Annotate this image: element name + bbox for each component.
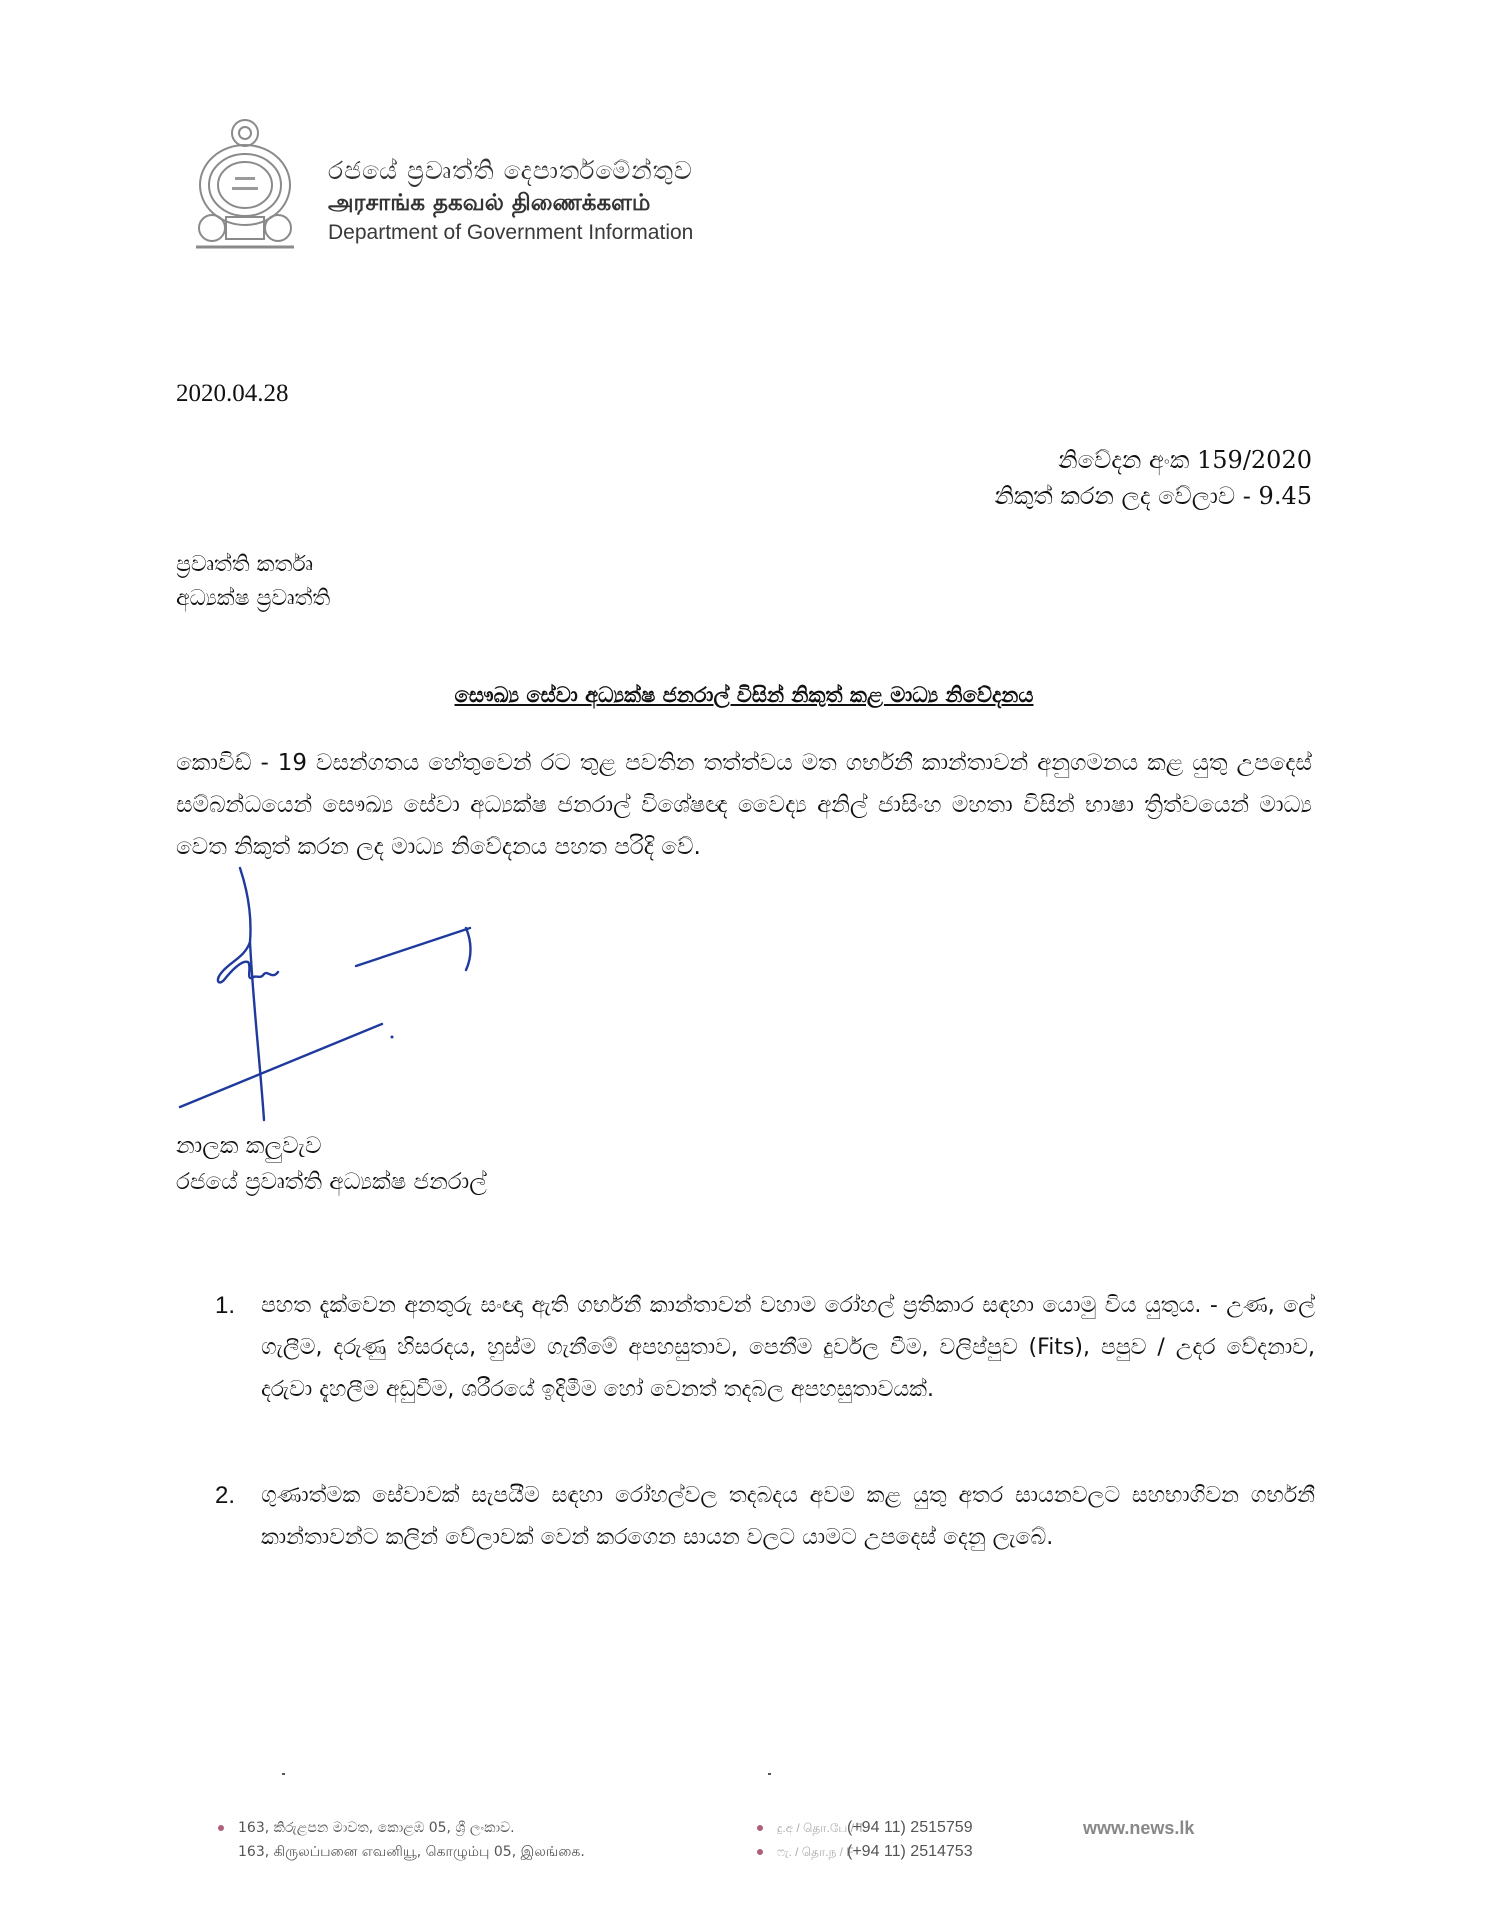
release-number: නිවේදන අංක 159/2020 bbox=[1058, 446, 1312, 474]
phone-label: දු.අ / தொ.பே / T bbox=[777, 1821, 865, 1835]
list-item-number: 1. bbox=[215, 1292, 236, 1319]
phone-number: (+94 11) 2515759 bbox=[847, 1819, 973, 1836]
document-heading: සෞඛ්‍ය සේවා අධ්‍යක්ෂ ජනරාල් විසින් නිකුත් කළ මාධ්‍ය නිවේදනය bbox=[454, 683, 1034, 707]
footer-website: www.news.lk bbox=[1083, 1818, 1195, 1838]
list-item-text: ගුණාත්මක සේවාවක් සැපයීම සඳහා රෝහල්වල තදබදය අවම කළ යුතු අතර සායනවලට සහභාගිවන ගර්භනී කාන්තාවන්ට කලින් වේලාවක් වෙන් කරගෙන සායන වලට යාමට උපදෙස් දෙනු ලැබේ. bbox=[261, 1483, 1315, 1550]
bullet-icon bbox=[757, 1825, 763, 1831]
reference-block bbox=[994, 442, 1312, 514]
signer-title: රජයේ ප්‍රවෘත්ති අධ්‍යක්ෂ ජනරාල් bbox=[176, 1169, 487, 1195]
recipient: අධ්‍යක්ෂ ප්‍රවෘත්ති bbox=[176, 586, 331, 611]
footer-contacts bbox=[757, 1816, 973, 1864]
address-sinhala: 163, කිරුළපන මාවත, කොළඹ 05, ශ්‍රී ලංකාව. bbox=[238, 1820, 515, 1836]
handwritten-signature-icon bbox=[160, 862, 490, 1122]
footer-address bbox=[218, 1816, 585, 1864]
document-date: 2020.04.28 bbox=[176, 380, 289, 407]
list-item bbox=[215, 1475, 1315, 1559]
recipients-block bbox=[176, 548, 330, 616]
sri-lanka-emblem-icon bbox=[190, 113, 300, 253]
scan-speck bbox=[282, 1773, 285, 1775]
department-name-sinhala: රජයේ ප්‍රවෘත්ති දෙපාර්තමේන්තුව bbox=[328, 156, 693, 185]
department-name-tamil: அரசாங்க தகவல் திணைக்களம் bbox=[328, 190, 651, 216]
intro-paragraph: කොවිඩ් - 19 වසන්ගතය හේතුවෙන් රට තුළ පවතින තත්ත්වය මත ගර්භනී කාන්තාවන් අනුගමනය කළ යුතු උපදෙස් සම්බන්ධයෙන් සෞඛ්‍ය සේවා අධ්‍යක්ෂ ජනරාල් විශේෂඥ වෛද්‍ය අනිල් ජාසිංහ මහතා විසින් භාෂා ත්‍රිත්වයෙන් මාධ්‍ය වෙත නිකුත් කරන ලද මාධ්‍ය නිවේදනය පහත පරිදි වේ. bbox=[176, 750, 1312, 860]
fax-label: ෆැ. / தொ.ந / F bbox=[777, 1845, 854, 1859]
recipient: ප්‍රවෘත්ති කර්තෘ bbox=[176, 552, 313, 577]
list-item-number: 2. bbox=[215, 1482, 236, 1509]
list-item-text: පහත දැක්වෙන අනතුරු සංඥා ඇති ගර්භනී කාන්තාවන් වහාම රෝහල් ප්‍රතිකාර සඳහා යොමු විය යුතුය. - උණ, ලේ ගැලීම, දරුණු හිසරදය, හුස්ම ගැනීමේ අපහසුතාව, පෙනීම දුර්වල වීම, වලිප්පුව (Fits), පපුව / උදර වේදනාව, දරුවා දැහලීම අඩුවීම, ශරීරයේ ඉදිමීම හෝ වෙනත් තදබල අපහසුතාවයක්. bbox=[261, 1293, 1315, 1402]
signer-name: නාලක කලුවැව bbox=[176, 1133, 322, 1159]
scan-speck bbox=[768, 1773, 771, 1775]
list-item bbox=[215, 1285, 1315, 1411]
department-name-english: Department of Government Information bbox=[328, 221, 694, 244]
bullet-icon bbox=[218, 1825, 224, 1831]
address-tamil: 163, கிருலப்பனை எவனியூ, கொழும்பு 05, இலங்கை. bbox=[238, 1844, 585, 1860]
bullet-icon bbox=[757, 1849, 763, 1855]
release-time: නිකුත් කරන ලද වේලාව - 9.45 bbox=[994, 482, 1312, 510]
fax-number: (+94 11) 2514753 bbox=[847, 1843, 973, 1860]
